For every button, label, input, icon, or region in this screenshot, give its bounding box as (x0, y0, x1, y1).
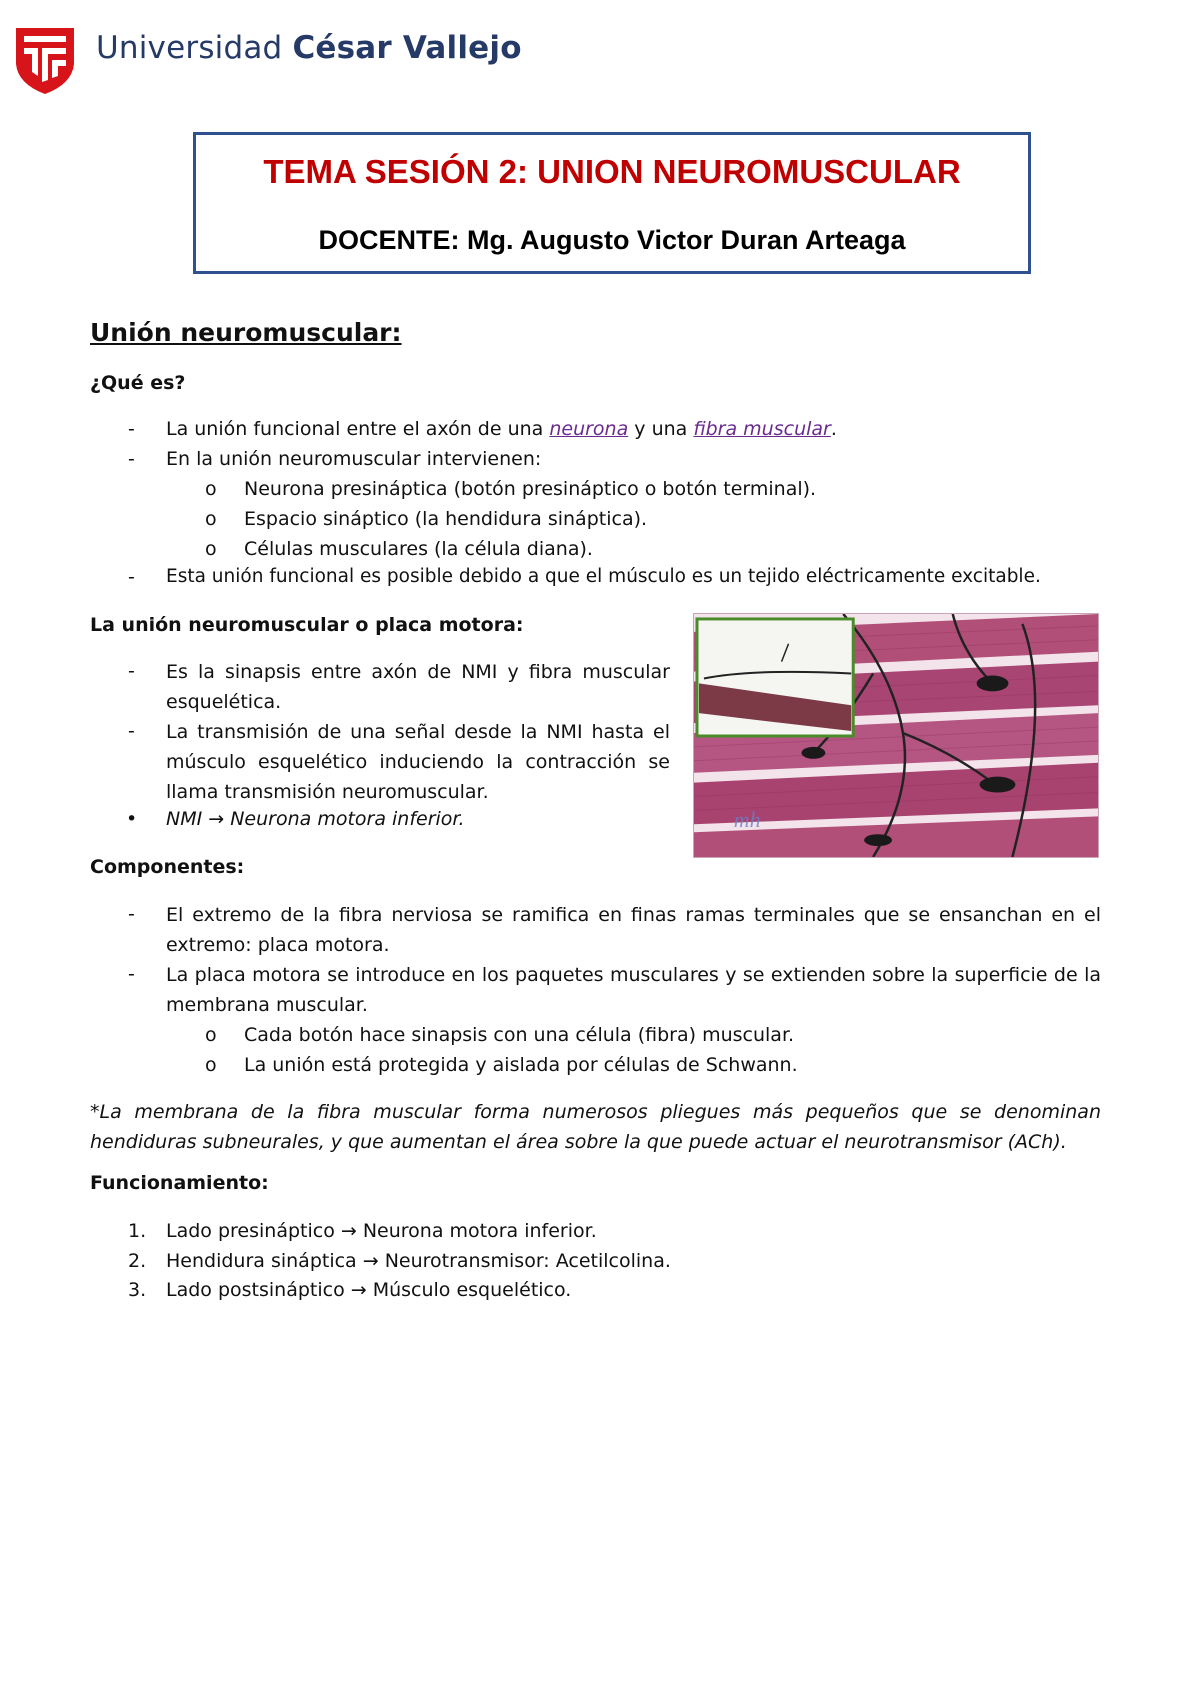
number-2: 2. (128, 1250, 147, 1272)
function-heading: Funcionamiento: (90, 1172, 269, 1194)
membrane-note: *La membrana de la fibra muscular forma numerosos pliegues más pequeños que se denominan hendiduras subneurales, y que aumentan el área sobre la que puede actuar el neurotransmisor (ACh). (90, 1101, 1101, 1153)
components-sub-2: La unión está protegida y aislada por células de Schwann. (244, 1054, 798, 1076)
dash-bullet: - (128, 418, 135, 440)
section-heading: Unión neuromuscular: (90, 318, 402, 347)
title-box (193, 132, 1031, 274)
what-is-item-2: En la unión neuromuscular intervienen: (166, 448, 542, 470)
session-title: TEMA SESIÓN 2: UNION NEUROMUSCULAR (263, 153, 961, 190)
number-1: 1. (128, 1220, 147, 1242)
dash-bullet: - (128, 660, 135, 682)
function-item-1: Lado presináptico → Neurona motora inferior. (166, 1220, 597, 1242)
neurona-link[interactable]: neurona (549, 418, 629, 440)
what-is-item-3: Esta unión funcional es posible debido a que el músculo es un tejido eléctricamente excitable. (166, 566, 1041, 587)
dash-bullet: - (128, 566, 135, 588)
motor-plate-item-1: Es la sinapsis entre axón de NMI y fibra muscular esquelética. (166, 661, 670, 713)
motor-plate-item-2: La transmisión de una señal desde la NMI hasta el músculo esquelético induciendo la contracción se llama transmisión neuromuscular. (166, 721, 670, 803)
university-name: Universidad César Vallejo (96, 30, 522, 66)
what-is-sub-3: Células musculares (la célula diana). (244, 538, 593, 560)
function-item-2: Hendidura sináptica → Neurotransmisor: Acetilcolina. (166, 1250, 671, 1272)
ucv-logo-icon (14, 24, 76, 96)
circle-bullet: o (205, 508, 217, 530)
what-is-item-1: La unión funcional entre el axón de una neurona y una fibra muscular. (166, 418, 837, 440)
what-is-sub-2: Espacio sináptico (la hendidura sináptica). (244, 508, 648, 530)
what-is-sub-1: Neurona presináptica (botón presináptico o botón terminal). (244, 478, 817, 500)
figure-watermark: mh (733, 808, 761, 833)
circle-bullet: o (205, 538, 217, 560)
circle-bullet: o (205, 1054, 217, 1076)
motor-plate-heading: La unión neuromuscular o placa motora: (90, 614, 524, 636)
motor-plate-item-3: NMI → Neurona motora inferior. (166, 808, 465, 830)
dash-bullet: - (128, 448, 135, 470)
neuromuscular-micrograph-image (693, 613, 1099, 858)
function-item-3: Lado postsináptico → Músculo esquelético. (166, 1279, 572, 1301)
dash-bullet: - (128, 903, 135, 925)
dot-bullet: • (126, 808, 138, 830)
number-3: 3. (128, 1279, 147, 1301)
components-sub-1: Cada botón hace sinapsis con una célula (fibra) muscular. (244, 1024, 795, 1046)
fibra-muscular-link[interactable]: fibra muscular (693, 418, 831, 440)
components-heading: Componentes: (90, 856, 245, 878)
circle-bullet: o (205, 1024, 217, 1046)
components-item-2: La placa motora se introduce en los paquetes musculares y se extienden sobre la superficie de la membrana muscular. (166, 964, 1101, 1016)
components-item-1: El extremo de la fibra nerviosa se ramifica en finas ramas terminales que se ensanchan en el extremo: placa motora. (166, 904, 1101, 956)
circle-bullet: o (205, 478, 217, 500)
dash-bullet: - (128, 720, 135, 742)
what-is-heading: ¿Qué es? (90, 372, 186, 394)
dash-bullet: - (128, 963, 135, 985)
teacher-name: DOCENTE: Mg. Augusto Victor Duran Arteaga (318, 225, 906, 255)
